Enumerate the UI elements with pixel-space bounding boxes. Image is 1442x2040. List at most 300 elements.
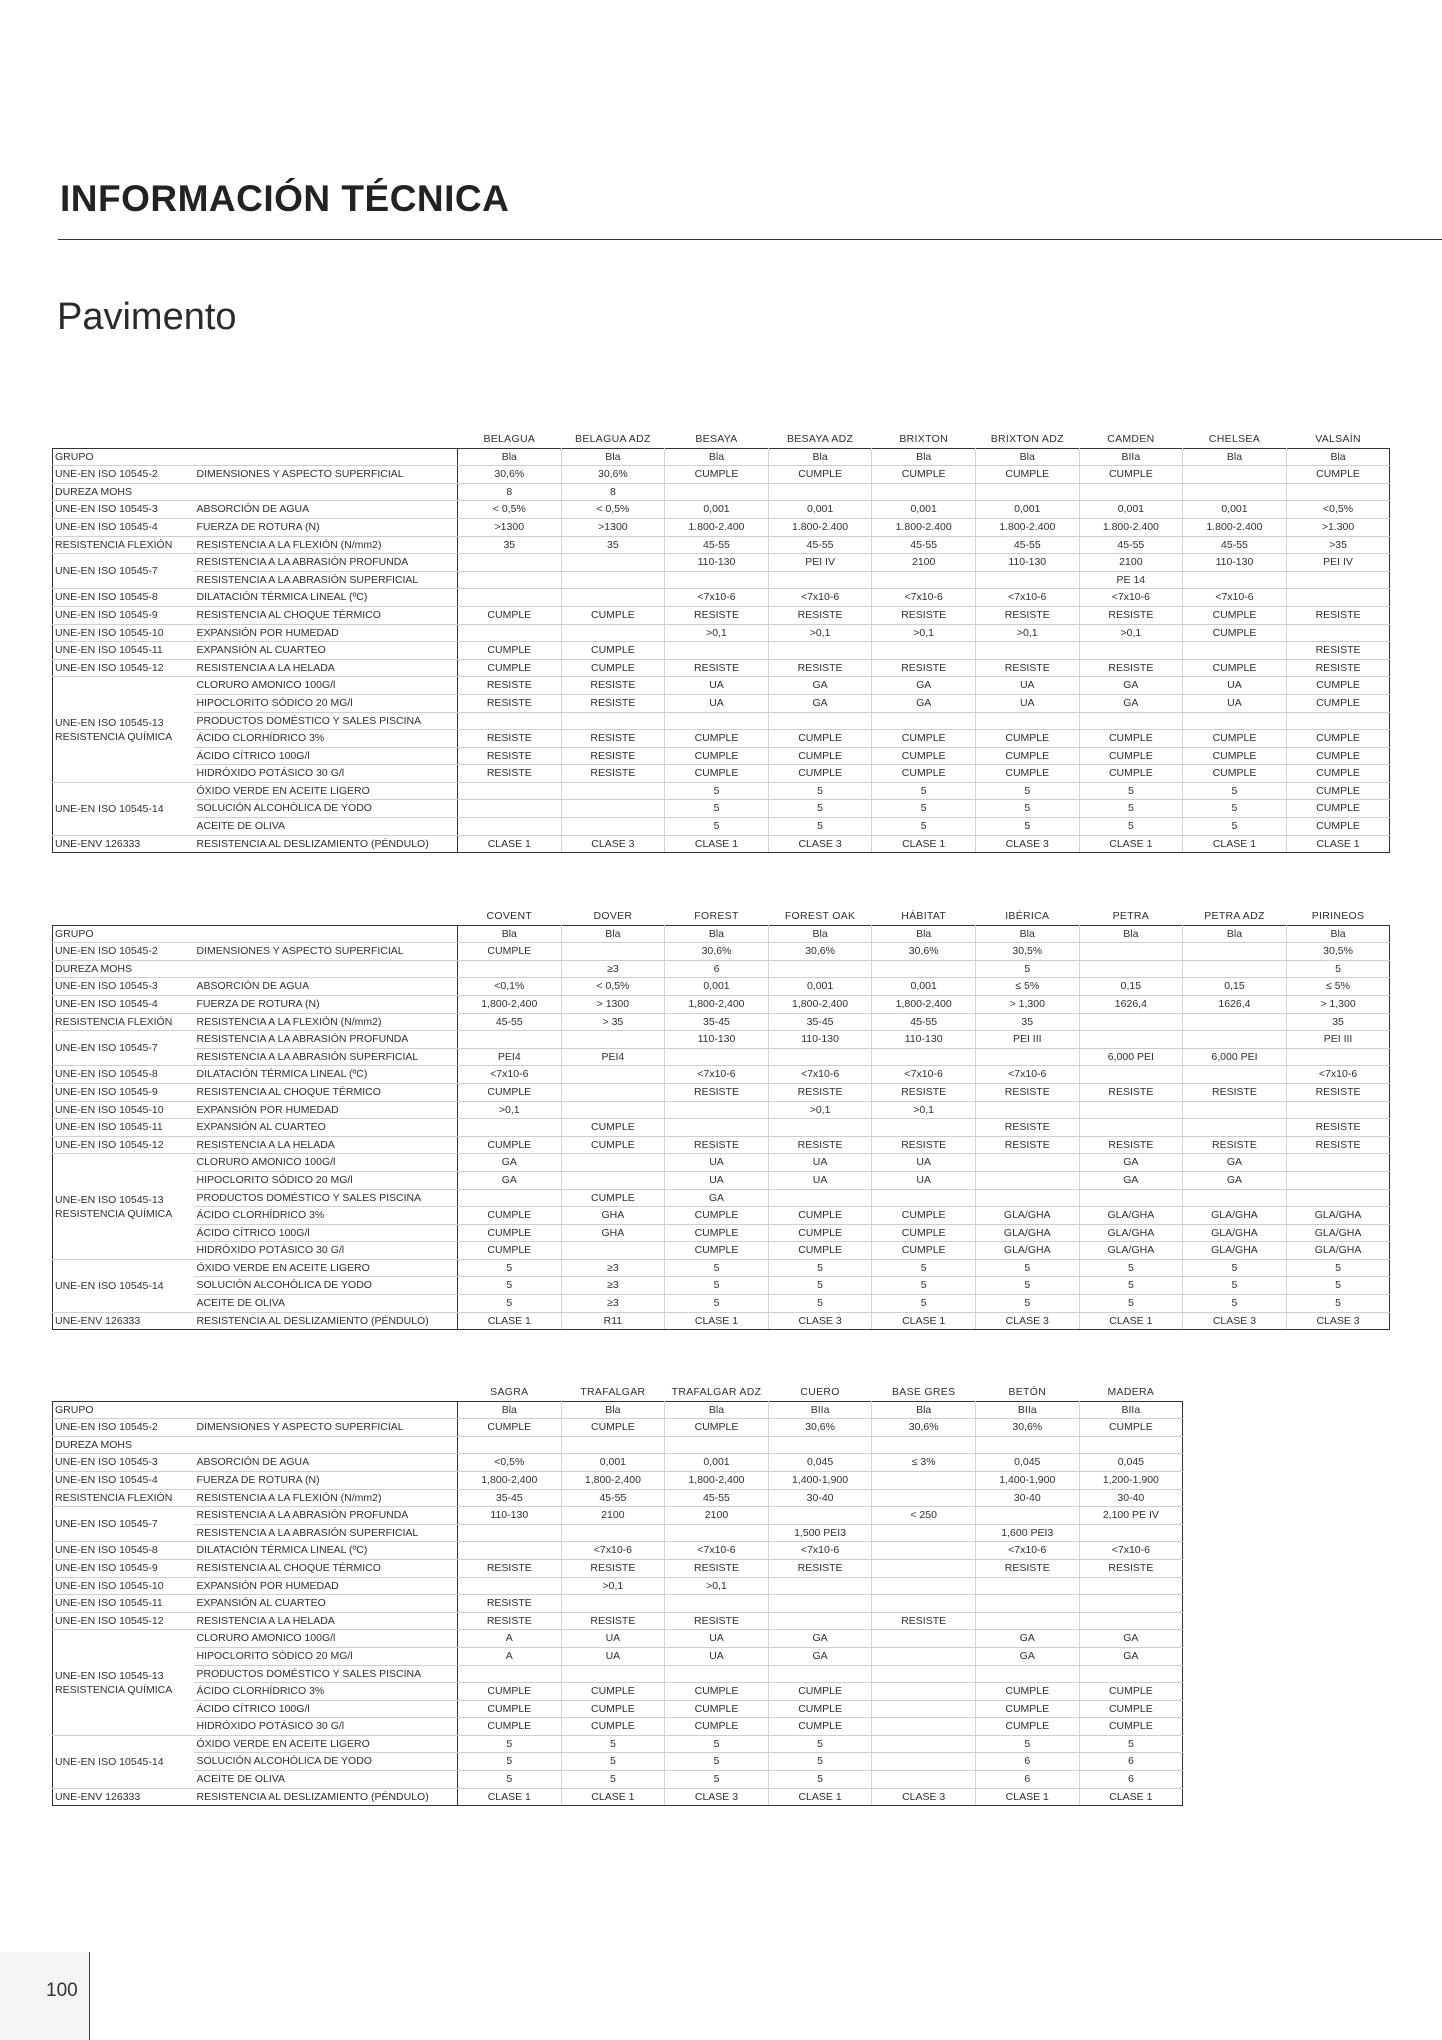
- column-header: PETRA: [1112, 910, 1150, 922]
- value-cell: [768, 1119, 872, 1137]
- value-cell: CUMPLE: [872, 765, 976, 783]
- value-cell: 5: [975, 782, 1079, 800]
- value-cell: RESISTE: [458, 677, 562, 695]
- value-cell: Bla: [975, 925, 1079, 943]
- standard-label: DUREZA MOHS: [53, 1436, 194, 1454]
- value-cell: 5: [1183, 1295, 1287, 1313]
- value-cell: [975, 1154, 1079, 1172]
- value-cell: <7x10-6: [1183, 589, 1287, 607]
- value-cell: >0,1: [768, 624, 872, 642]
- value-cell: RESISTE: [561, 747, 665, 765]
- value-cell: [975, 571, 1079, 589]
- value-cell: RESISTE: [768, 1136, 872, 1154]
- value-cell: 0,045: [768, 1454, 872, 1472]
- column-header: IBÉRICA: [1005, 910, 1050, 922]
- column-header: BELAGUA: [483, 433, 536, 445]
- value-cell: CUMPLE: [872, 1242, 976, 1260]
- property-label: ABSORCIÓN DE AGUA: [194, 978, 458, 996]
- standard-label: UNE-EN ISO 10545-7: [53, 1031, 194, 1066]
- value-cell: [872, 960, 976, 978]
- value-cell: CUMPLE: [561, 1419, 665, 1437]
- value-cell: Bla: [1286, 925, 1390, 943]
- value-cell: Bla: [872, 925, 976, 943]
- value-cell: >0,1: [768, 1101, 872, 1119]
- standard-label: UNE-EN ISO 10545-11: [53, 642, 194, 660]
- value-cell: [872, 1647, 976, 1665]
- value-cell: [975, 1612, 1079, 1630]
- column-header: MADERA: [1107, 1386, 1155, 1398]
- value-cell: GA: [1183, 1171, 1287, 1189]
- standard-label: UNE-EN ISO 10545-11: [53, 1595, 194, 1613]
- value-cell: CLASE 1: [975, 1788, 1079, 1806]
- value-cell: CUMPLE: [768, 1700, 872, 1718]
- table-row: [53, 1436, 1183, 1454]
- value-cell: 1,800-2,400: [768, 995, 872, 1013]
- value-cell: 5: [1286, 1295, 1390, 1313]
- value-cell: [561, 800, 665, 818]
- value-cell: 0,15: [1183, 978, 1287, 996]
- value-cell: <7x10-6: [561, 1542, 665, 1560]
- property-label: EXPANSIÓN POR HUMEDAD: [194, 1577, 458, 1595]
- value-cell: 5: [1079, 800, 1183, 818]
- value-cell: 30-40: [1079, 1489, 1183, 1507]
- table-row: [53, 518, 1390, 536]
- value-cell: 5: [1079, 782, 1183, 800]
- value-cell: [1079, 1612, 1183, 1630]
- value-cell: [561, 554, 665, 572]
- value-cell: [1286, 1171, 1390, 1189]
- value-cell: CUMPLE: [561, 1683, 665, 1701]
- value-cell: UA: [665, 694, 769, 712]
- value-cell: 8: [458, 483, 562, 501]
- value-cell: 6: [1079, 1771, 1183, 1789]
- value-cell: RESISTE: [975, 659, 1079, 677]
- value-cell: CUMPLE: [1079, 730, 1183, 748]
- value-cell: GLA/GHA: [1079, 1224, 1183, 1242]
- value-cell: BIIa: [768, 1401, 872, 1419]
- value-cell: [561, 571, 665, 589]
- standard-label: UNE-EN ISO 10545-12: [53, 1612, 194, 1630]
- value-cell: CUMPLE: [1183, 624, 1287, 642]
- value-cell: CUMPLE: [561, 1136, 665, 1154]
- value-cell: [665, 712, 769, 730]
- value-cell: CUMPLE: [561, 659, 665, 677]
- value-cell: UA: [1183, 677, 1287, 695]
- value-cell: [1286, 589, 1390, 607]
- value-cell: Bla: [1183, 925, 1287, 943]
- value-cell: >0,1: [975, 624, 1079, 642]
- standard-label: UNE-EN ISO 10545-4: [53, 518, 194, 536]
- value-cell: [561, 818, 665, 836]
- value-cell: CUMPLE: [561, 1718, 665, 1736]
- table-row: [53, 1612, 1183, 1630]
- value-cell: RESISTE: [561, 694, 665, 712]
- value-cell: CUMPLE: [768, 1224, 872, 1242]
- table-row: [53, 960, 1390, 978]
- standard-label: GRUPO: [53, 448, 194, 466]
- value-cell: 5: [768, 1735, 872, 1753]
- table-row: [53, 1277, 1390, 1295]
- value-cell: RESISTE: [1079, 1559, 1183, 1577]
- table-row: [53, 943, 1390, 961]
- value-cell: Bla: [561, 448, 665, 466]
- page-title: INFORMACIÓN TÉCNICA: [60, 178, 510, 219]
- value-cell: CUMPLE: [1079, 765, 1183, 783]
- table-row: [53, 1101, 1390, 1119]
- value-cell: <7x10-6: [768, 589, 872, 607]
- value-cell: CLASE 3: [768, 1312, 872, 1330]
- value-cell: >0,1: [458, 1101, 562, 1119]
- standard-label: UNE-EN ISO 10545-3: [53, 1454, 194, 1472]
- value-cell: 0,001: [665, 1454, 769, 1472]
- value-cell: CUMPLE: [1286, 782, 1390, 800]
- value-cell: RESISTE: [458, 1612, 562, 1630]
- value-cell: RESISTE: [561, 765, 665, 783]
- value-cell: GA: [872, 677, 976, 695]
- value-cell: 110-130: [872, 1031, 976, 1049]
- value-cell: 5: [665, 1295, 769, 1313]
- value-cell: GA: [975, 1647, 1079, 1665]
- property-label: FUERZA DE ROTURA (N): [194, 518, 458, 536]
- value-cell: [768, 642, 872, 660]
- value-cell: RESISTE: [872, 1083, 976, 1101]
- value-cell: RESISTE: [1079, 1136, 1183, 1154]
- property-label: ACEITE DE OLIVA: [194, 1295, 458, 1313]
- value-cell: 5: [1183, 818, 1287, 836]
- value-cell: [975, 1189, 1079, 1207]
- value-cell: [1079, 1066, 1183, 1084]
- header-row: [53, 908, 1390, 925]
- value-cell: 1.800-2.400: [975, 518, 1079, 536]
- value-cell: PEI IV: [768, 554, 872, 572]
- value-cell: RESISTE: [458, 694, 562, 712]
- property-label: EXPANSIÓN AL CUARTEO: [194, 642, 458, 660]
- value-cell: GLA/GHA: [1286, 1242, 1390, 1260]
- value-cell: 5: [561, 1753, 665, 1771]
- value-cell: CUMPLE: [975, 1700, 1079, 1718]
- value-cell: 6,000 PEI: [1079, 1048, 1183, 1066]
- value-cell: [1079, 1189, 1183, 1207]
- table-row: [53, 571, 1390, 589]
- value-cell: CUMPLE: [458, 1242, 562, 1260]
- value-cell: [1079, 712, 1183, 730]
- value-cell: CUMPLE: [458, 1083, 562, 1101]
- standard-label: UNE-EN ISO 10545-12: [53, 1136, 194, 1154]
- value-cell: CUMPLE: [458, 1224, 562, 1242]
- value-cell: 8: [561, 483, 665, 501]
- property-label: RESISTENCIA A LA HELADA: [194, 659, 458, 677]
- value-cell: CLASE 1: [458, 1788, 562, 1806]
- property-label: CLORURO AMONICO 100G/l: [194, 1630, 458, 1648]
- value-cell: > 35: [561, 1013, 665, 1031]
- value-cell: RESISTE: [975, 1083, 1079, 1101]
- table-row: [53, 1242, 1390, 1260]
- value-cell: RESISTE: [768, 1559, 872, 1577]
- value-cell: [1079, 1577, 1183, 1595]
- value-cell: [872, 1436, 976, 1454]
- value-cell: GLA/GHA: [1079, 1242, 1183, 1260]
- value-cell: 110-130: [975, 554, 1079, 572]
- value-cell: UA: [768, 1171, 872, 1189]
- property-label: DILATACIÓN TÉRMICA LINEAL (ºC): [194, 589, 458, 607]
- value-cell: 6: [975, 1753, 1079, 1771]
- value-cell: 5: [872, 1277, 976, 1295]
- value-cell: [872, 1542, 976, 1560]
- value-cell: CUMPLE: [665, 747, 769, 765]
- value-cell: [561, 1242, 665, 1260]
- value-cell: [665, 1101, 769, 1119]
- value-cell: [1183, 483, 1287, 501]
- value-cell: GA: [768, 694, 872, 712]
- value-cell: CUMPLE: [768, 747, 872, 765]
- value-cell: CLASE 1: [665, 1312, 769, 1330]
- property-label: HIDRÓXIDO POTÁSICO 30 G/l: [194, 765, 458, 783]
- table-row: [53, 659, 1390, 677]
- value-cell: CLASE 3: [872, 1788, 976, 1806]
- value-cell: <0,5%: [458, 1454, 562, 1472]
- value-cell: 5: [458, 1753, 562, 1771]
- value-cell: [1183, 712, 1287, 730]
- value-cell: <7x10-6: [975, 589, 1079, 607]
- value-cell: 5: [458, 1259, 562, 1277]
- column-header: TRAFALGAR ADZ: [671, 1386, 762, 1398]
- value-cell: [665, 1524, 769, 1542]
- value-cell: RESISTE: [975, 1136, 1079, 1154]
- value-cell: CUMPLE: [1183, 659, 1287, 677]
- value-cell: [458, 782, 562, 800]
- value-cell: [872, 1665, 976, 1683]
- value-cell: 30,6%: [975, 1419, 1079, 1437]
- value-cell: RESISTE: [768, 659, 872, 677]
- value-cell: [1183, 466, 1287, 484]
- value-cell: RESISTE: [872, 606, 976, 624]
- table-row: [53, 1683, 1183, 1701]
- value-cell: [1183, 571, 1287, 589]
- standard-label: UNE-EN ISO 10545-3: [53, 501, 194, 519]
- value-cell: 5: [665, 1259, 769, 1277]
- value-cell: [458, 589, 562, 607]
- value-cell: [1183, 1031, 1287, 1049]
- property-label: RESISTENCIA AL CHOQUE TÉRMICO: [194, 606, 458, 624]
- value-cell: CLASE 3: [1183, 1312, 1287, 1330]
- value-cell: >0,1: [872, 624, 976, 642]
- value-cell: 30,6%: [458, 466, 562, 484]
- value-cell: > 1,300: [975, 995, 1079, 1013]
- value-cell: CLASE 3: [975, 1312, 1079, 1330]
- property-label: HIPOCLORITO SÓDICO 20 MG/l: [194, 1647, 458, 1665]
- value-cell: [458, 800, 562, 818]
- value-cell: [872, 642, 976, 660]
- column-header: FOREST OAK: [784, 910, 856, 922]
- value-cell: GA: [1079, 677, 1183, 695]
- property-label: ACEITE DE OLIVA: [194, 818, 458, 836]
- value-cell: [768, 571, 872, 589]
- value-cell: CLASE 1: [768, 1788, 872, 1806]
- value-cell: [768, 1507, 872, 1525]
- value-cell: 0,001: [1183, 501, 1287, 519]
- column-header: BESAYA: [695, 433, 738, 445]
- standard-label: UNE-EN ISO 10545-4: [53, 995, 194, 1013]
- value-cell: >0,1: [665, 624, 769, 642]
- value-cell: CUMPLE: [872, 730, 976, 748]
- property-label: RESISTENCIA A LA FLEXIÓN (N/mm2): [194, 1489, 458, 1507]
- value-cell: RESISTE: [561, 1612, 665, 1630]
- table-row: [53, 1154, 1390, 1172]
- value-cell: UA: [561, 1630, 665, 1648]
- value-cell: [768, 1436, 872, 1454]
- value-cell: CUMPLE: [1286, 800, 1390, 818]
- standard-label: UNE-EN ISO 10545-13 RESISTENCIA QUÍMICA: [53, 1630, 194, 1736]
- value-cell: 1,800-2,400: [458, 1471, 562, 1489]
- property-label: FUERZA DE ROTURA (N): [194, 995, 458, 1013]
- property-label: HIDRÓXIDO POTÁSICO 30 G/l: [194, 1242, 458, 1260]
- value-cell: BIIa: [1079, 448, 1183, 466]
- property-label: DIMENSIONES Y ASPECTO SUPERFICIAL: [194, 943, 458, 961]
- value-cell: [561, 1083, 665, 1101]
- value-cell: < 0,5%: [458, 501, 562, 519]
- value-cell: CLASE 3: [768, 835, 872, 853]
- value-cell: GA: [768, 1647, 872, 1665]
- value-cell: CUMPLE: [1183, 606, 1287, 624]
- value-cell: GA: [1079, 1647, 1183, 1665]
- value-cell: 0,045: [975, 1454, 1079, 1472]
- value-cell: CUMPLE: [1286, 466, 1390, 484]
- header-empty: [53, 1384, 194, 1401]
- property-label: [194, 1436, 458, 1454]
- property-label: ÁCIDO CÍTRICO 100G/l: [194, 1700, 458, 1718]
- value-cell: 5: [1286, 960, 1390, 978]
- value-cell: 1,400-1,900: [768, 1471, 872, 1489]
- value-cell: [872, 483, 976, 501]
- spec-table-3: [52, 1384, 1183, 1806]
- table-row: [53, 818, 1390, 836]
- property-label: RESISTENCIA AL CHOQUE TÉRMICO: [194, 1083, 458, 1101]
- value-cell: 0,001: [665, 501, 769, 519]
- value-cell: CUMPLE: [768, 730, 872, 748]
- table-row: [53, 1083, 1390, 1101]
- value-cell: CLASE 3: [975, 835, 1079, 853]
- value-cell: 45-55: [975, 536, 1079, 554]
- column-header: DOVER: [593, 910, 633, 922]
- table-row: [53, 1031, 1390, 1049]
- value-cell: PE 14: [1079, 571, 1183, 589]
- value-cell: CUMPLE: [561, 1700, 665, 1718]
- property-label: RESISTENCIA A LA ABRASIÓN PROFUNDA: [194, 554, 458, 572]
- value-cell: RESISTE: [872, 659, 976, 677]
- table-row: [53, 1419, 1183, 1437]
- value-cell: RESISTE: [1183, 1083, 1287, 1101]
- value-cell: <7x10-6: [872, 1066, 976, 1084]
- value-cell: [975, 1577, 1079, 1595]
- value-cell: RESISTE: [665, 1136, 769, 1154]
- value-cell: [458, 1524, 562, 1542]
- value-cell: CUMPLE: [665, 1242, 769, 1260]
- value-cell: 5: [665, 1735, 769, 1753]
- value-cell: 5: [458, 1771, 562, 1789]
- column-header: BETÓN: [1008, 1386, 1047, 1398]
- value-cell: [665, 571, 769, 589]
- table-row: [53, 782, 1390, 800]
- value-cell: GA: [1079, 1171, 1183, 1189]
- value-cell: 5: [665, 782, 769, 800]
- value-cell: Bla: [975, 448, 1079, 466]
- value-cell: Bla: [665, 448, 769, 466]
- value-cell: GLA/GHA: [1286, 1207, 1390, 1225]
- standard-label: UNE-EN ISO 10545-3: [53, 978, 194, 996]
- value-cell: [665, 1119, 769, 1137]
- header-empty: [53, 431, 194, 448]
- value-cell: 5: [768, 800, 872, 818]
- value-cell: [872, 1189, 976, 1207]
- value-cell: 1,200-1,900: [1079, 1471, 1183, 1489]
- value-cell: 2100: [561, 1507, 665, 1525]
- standard-label: UNE-EN ISO 10545-9: [53, 606, 194, 624]
- standard-label: UNE-EN ISO 10545-10: [53, 1577, 194, 1595]
- value-cell: ≥3: [561, 1277, 665, 1295]
- value-cell: PEI4: [458, 1048, 562, 1066]
- value-cell: RESISTE: [561, 677, 665, 695]
- value-cell: CUMPLE: [665, 1700, 769, 1718]
- property-label: ÁCIDO CLORHÍDRICO 3%: [194, 730, 458, 748]
- value-cell: UA: [872, 1171, 976, 1189]
- value-cell: [458, 712, 562, 730]
- value-cell: 0,001: [768, 978, 872, 996]
- standard-label: UNE-EN ISO 10545-14: [53, 1735, 194, 1788]
- property-label: HIDRÓXIDO POTÁSICO 30 G/l: [194, 1718, 458, 1736]
- column-header: CUERO: [800, 1386, 840, 1398]
- value-cell: >0,1: [1079, 624, 1183, 642]
- value-cell: RESISTE: [1286, 659, 1390, 677]
- standard-label: RESISTENCIA FLEXIÓN: [53, 1013, 194, 1031]
- table-row: [53, 677, 1390, 695]
- value-cell: [975, 1665, 1079, 1683]
- value-cell: [561, 1101, 665, 1119]
- value-cell: A: [458, 1630, 562, 1648]
- value-cell: Bla: [665, 1401, 769, 1419]
- table-row: [53, 589, 1390, 607]
- value-cell: UA: [768, 1154, 872, 1172]
- column-header: BRIXTON ADZ: [990, 433, 1064, 445]
- standard-label: UNE-EN ISO 10545-2: [53, 466, 194, 484]
- standard-label: UNE-EN ISO 10545-10: [53, 624, 194, 642]
- value-cell: <0,5%: [1286, 501, 1390, 519]
- value-cell: [665, 642, 769, 660]
- property-label: PRODUCTOS DOMÉSTICO Y SALES PISCINA: [194, 1189, 458, 1207]
- value-cell: CUMPLE: [458, 1419, 562, 1437]
- table-row: [53, 1577, 1183, 1595]
- value-cell: [768, 1612, 872, 1630]
- value-cell: 2100: [1079, 554, 1183, 572]
- value-cell: GA: [1079, 694, 1183, 712]
- table-row: [53, 448, 1390, 466]
- value-cell: Bla: [561, 1401, 665, 1419]
- value-cell: CUMPLE: [458, 642, 562, 660]
- value-cell: 6: [665, 960, 769, 978]
- value-cell: 30,6%: [665, 943, 769, 961]
- value-cell: Bla: [1079, 925, 1183, 943]
- standard-label: UNE-EN ISO 10545-13 RESISTENCIA QUÍMICA: [53, 677, 194, 783]
- value-cell: [872, 571, 976, 589]
- property-label: DILATACIÓN TÉRMICA LINEAL (ºC): [194, 1542, 458, 1560]
- property-label: RESISTENCIA A LA ABRASIÓN SUPERFICIAL: [194, 571, 458, 589]
- table-row: [53, 1259, 1390, 1277]
- value-cell: RESISTE: [1286, 606, 1390, 624]
- value-cell: CUMPLE: [1183, 765, 1287, 783]
- value-cell: UA: [1183, 694, 1287, 712]
- property-label: EXPANSIÓN POR HUMEDAD: [194, 1101, 458, 1119]
- value-cell: <7x10-6: [458, 1066, 562, 1084]
- value-cell: CUMPLE: [1286, 818, 1390, 836]
